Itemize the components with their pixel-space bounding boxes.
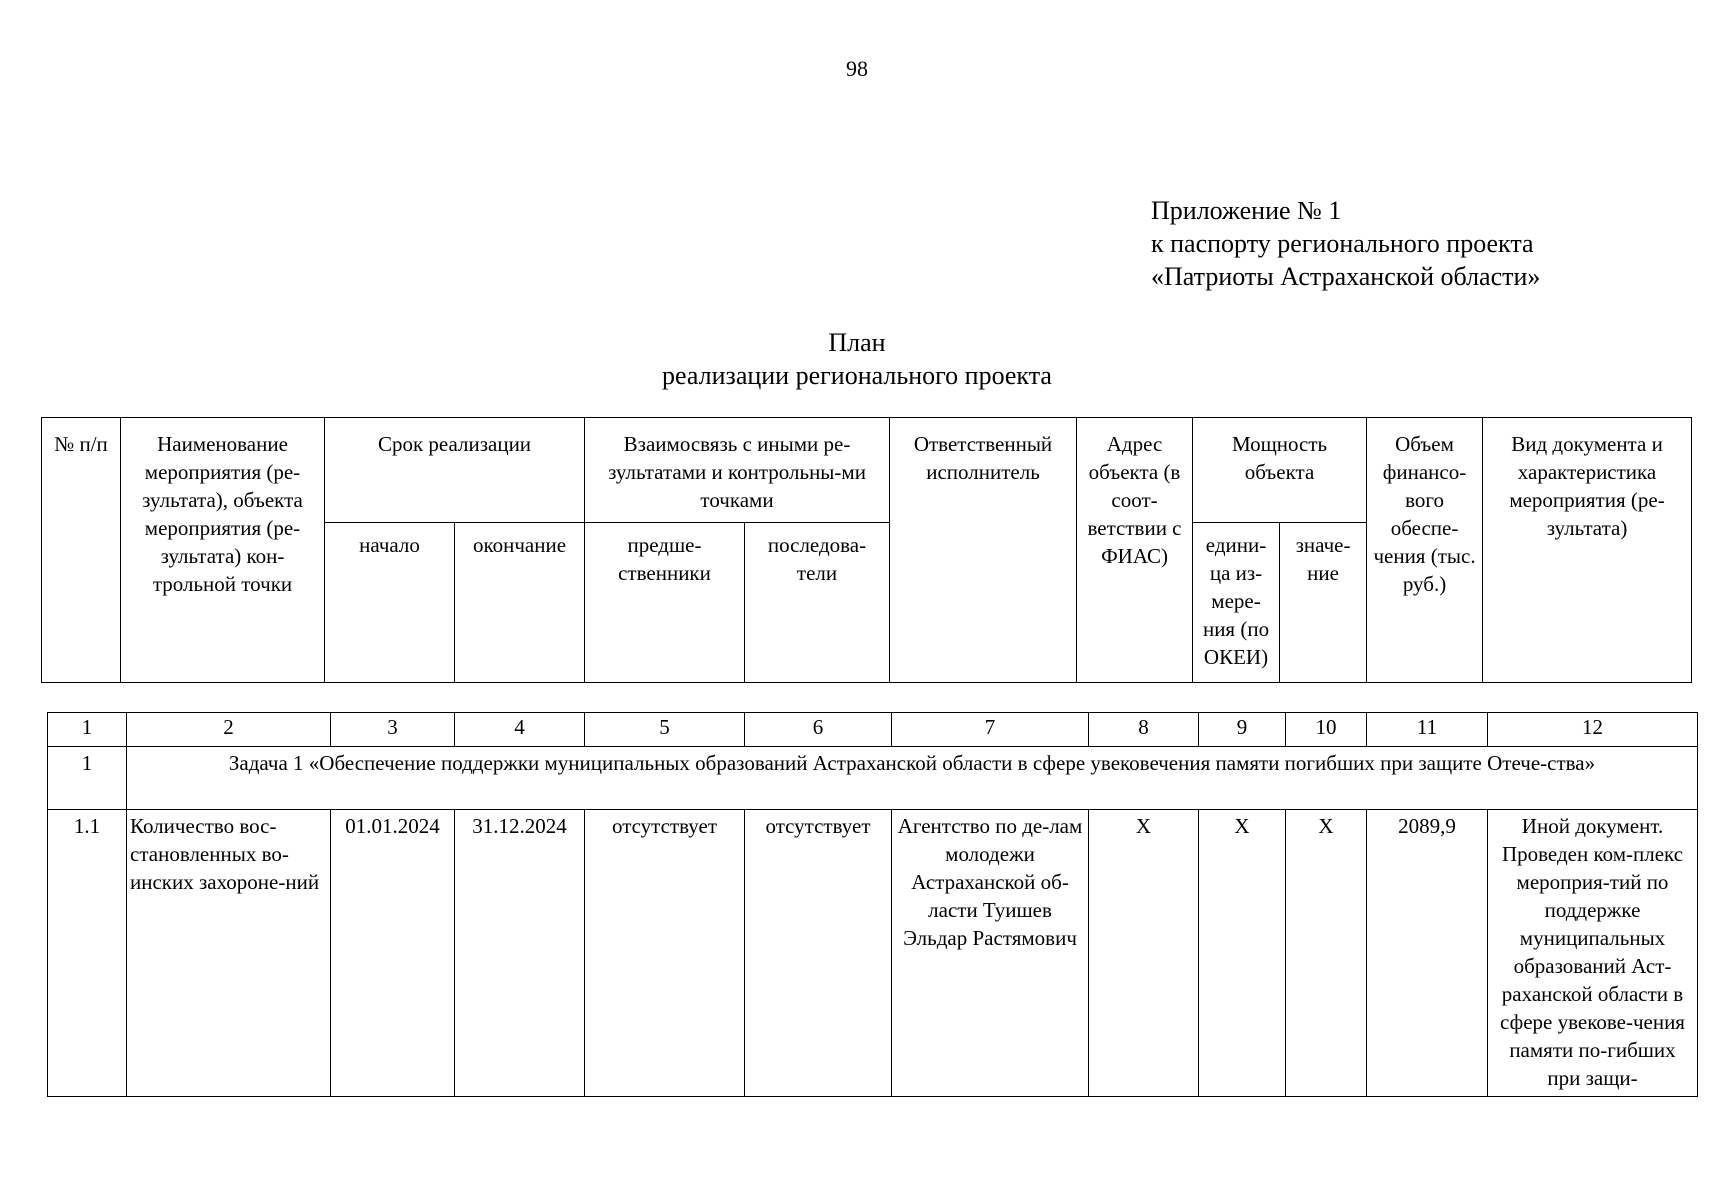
- header-value: значе-ние: [1280, 523, 1367, 683]
- header-document: Вид документа и характеристика мероприятия (ре-зультата): [1483, 418, 1692, 683]
- header-address: Адрес объекта (в соот-ветствии с ФИАС): [1077, 418, 1193, 683]
- header-term: Срок реализации: [325, 418, 585, 523]
- header-finance: Объем финансо-вого обеспе-чения (тыс. руб.): [1367, 418, 1483, 683]
- column-number-row: [48, 713, 1698, 747]
- plan-title-line-1: План: [828, 328, 886, 357]
- appendix-line-1: Приложение № 1: [1151, 196, 1342, 225]
- header-predecessors: предше-ственники: [585, 523, 745, 683]
- header-responsible: Ответственный исполнитель: [890, 418, 1077, 683]
- plan-title: [0, 326, 1714, 392]
- col-number: 12: [1488, 713, 1698, 747]
- header-end: окончание: [455, 523, 585, 683]
- appendix-line-3: «Патриоты Астраханской области»: [1151, 262, 1541, 291]
- task-text: Задача 1 «Обеспечение поддержки муниципальных образований Астраханской области в сфере увековечения памяти погибших при защите Отече-ства»: [127, 747, 1698, 810]
- header-table: [41, 417, 1692, 683]
- row-successors: отсутствует: [745, 810, 892, 1097]
- page-number: 98: [846, 56, 868, 81]
- col-number: 5: [585, 713, 745, 747]
- row-end-date: 31.12.2024: [455, 810, 585, 1097]
- header-num: № п/п: [42, 418, 121, 683]
- row-address: X: [1089, 810, 1199, 1097]
- task-row: [48, 747, 1698, 810]
- table-row: [48, 810, 1698, 1097]
- row-number: 1.1: [48, 810, 127, 1097]
- plan-table: [47, 712, 1698, 1097]
- col-number: 11: [1367, 713, 1488, 747]
- col-number: 10: [1286, 713, 1367, 747]
- col-number: 8: [1089, 713, 1199, 747]
- row-start-date: 01.01.2024: [331, 810, 455, 1097]
- task-number: 1: [48, 747, 127, 810]
- header-link: Взаимосвязь с иными ре-зультатами и контрольны-ми точками: [585, 418, 890, 523]
- col-number: 2: [127, 713, 331, 747]
- row-document: Иной документ. Проведен ком-плекс мероприя-тий по поддержке муниципальных образований Аст-раханской области в сфере увекове-чения памяти по-гибших при защи-: [1488, 810, 1698, 1097]
- header-successors: последова-тели: [745, 523, 890, 683]
- col-number: 9: [1199, 713, 1286, 747]
- header-name: Наименование мероприятия (ре-зультата), объекта мероприятия (ре-зультата) кон-трольной точки: [121, 418, 325, 683]
- col-number: 7: [892, 713, 1089, 747]
- row-value: X: [1286, 810, 1367, 1097]
- row-unit: X: [1199, 810, 1286, 1097]
- row-responsible: Агентство по де-лам молодежи Астраханской об-ласти Туишев Эльдар Растямович: [892, 810, 1089, 1097]
- col-number: 3: [331, 713, 455, 747]
- row-predecessors: отсутствует: [585, 810, 745, 1097]
- row-finance: 2089,9: [1367, 810, 1488, 1097]
- header-unit: едини-ца из-мере-ния (по ОКЕИ): [1193, 523, 1280, 683]
- appendix-line-2: к паспорту регионального проекта: [1151, 229, 1534, 258]
- col-number: 1: [48, 713, 127, 747]
- appendix-caption: [1151, 194, 1540, 293]
- row-name: Количество вос-становленных во-инских захороне-ний: [127, 810, 331, 1097]
- col-number: 6: [745, 713, 892, 747]
- header-start: начало: [325, 523, 455, 683]
- plan-title-line-2: реализации регионального проекта: [662, 361, 1052, 390]
- col-number: 4: [455, 713, 585, 747]
- header-capacity: Мощность объекта: [1193, 418, 1367, 523]
